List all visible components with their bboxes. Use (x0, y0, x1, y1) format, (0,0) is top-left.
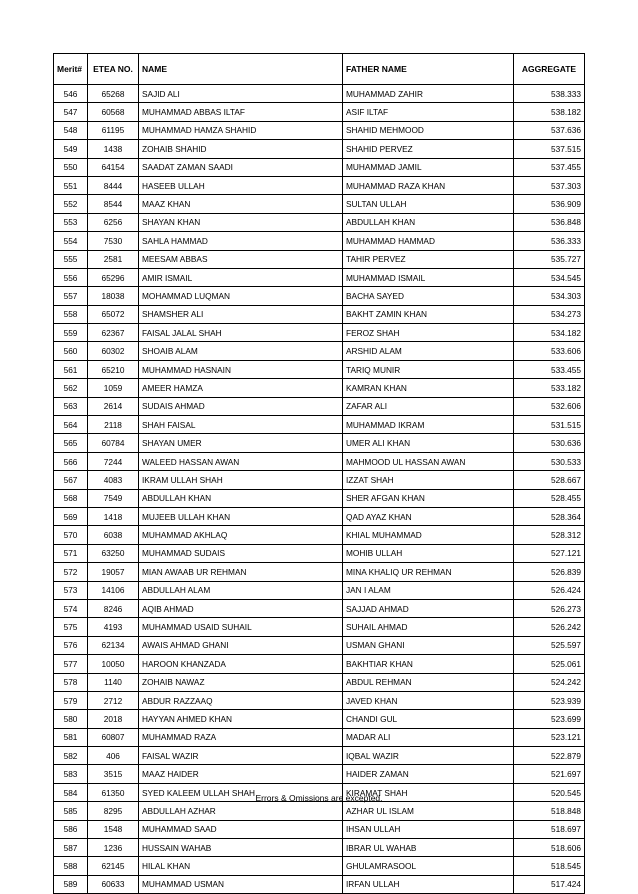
cell-etea-no: 2118 (88, 416, 139, 434)
cell-name: SAJID ALI (139, 85, 343, 103)
cell-aggregate: 521.697 (514, 765, 585, 783)
table-row (54, 802, 585, 820)
cell-name: SHAMSHER ALI (139, 305, 343, 323)
cell-father-name: SHAHID MEHMOOD (343, 121, 514, 139)
cell-aggregate: 536.848 (514, 213, 585, 231)
cell-etea-no: 62367 (88, 324, 139, 342)
cell-merit: 585 (54, 802, 88, 820)
table-row (54, 397, 585, 415)
cell-aggregate: 526.242 (514, 618, 585, 636)
cell-etea-no: 2018 (88, 710, 139, 728)
table-row (54, 85, 585, 103)
table-row (54, 287, 585, 305)
cell-father-name: GHULAMRASOOL (343, 857, 514, 875)
cell-name: MAAZ KHAN (139, 195, 343, 213)
table-row (54, 526, 585, 544)
merit-list-table (53, 53, 585, 894)
cell-merit: 548 (54, 121, 88, 139)
cell-etea-no: 60568 (88, 103, 139, 121)
cell-name: SAHLA HAMMAD (139, 232, 343, 250)
cell-father-name: BAKHTIAR KHAN (343, 655, 514, 673)
cell-father-name: ZAFAR ALI (343, 397, 514, 415)
cell-name: MUHAMMAD HASNAIN (139, 360, 343, 378)
cell-merit: 588 (54, 857, 88, 875)
table-row (54, 599, 585, 617)
cell-etea-no: 8295 (88, 802, 139, 820)
cell-etea-no: 61195 (88, 121, 139, 139)
cell-father-name: FEROZ SHAH (343, 324, 514, 342)
cell-father-name: JAN I ALAM (343, 581, 514, 599)
cell-etea-no: 65210 (88, 360, 139, 378)
cell-aggregate: 518.545 (514, 857, 585, 875)
cell-name: ZOHAIB NAWAZ (139, 673, 343, 691)
cell-aggregate: 536.909 (514, 195, 585, 213)
cell-merit: 557 (54, 287, 88, 305)
cell-aggregate: 534.545 (514, 268, 585, 286)
cell-etea-no: 64154 (88, 158, 139, 176)
cell-name: ABDULLAH ALAM (139, 581, 343, 599)
cell-merit: 566 (54, 452, 88, 470)
cell-aggregate: 526.424 (514, 581, 585, 599)
table-row (54, 544, 585, 562)
cell-aggregate: 526.273 (514, 599, 585, 617)
cell-etea-no: 65072 (88, 305, 139, 323)
table-row (54, 360, 585, 378)
cell-father-name: MOHIB ULLAH (343, 544, 514, 562)
cell-name: SHAYAN UMER (139, 434, 343, 452)
cell-merit: 558 (54, 305, 88, 323)
table-row (54, 305, 585, 323)
header-merit: Merit# (54, 54, 88, 85)
cell-name: MUHAMMAD ABBAS ILTAF (139, 103, 343, 121)
cell-merit: 582 (54, 747, 88, 765)
table-row (54, 728, 585, 746)
table-row (54, 875, 585, 893)
cell-aggregate: 525.597 (514, 636, 585, 654)
cell-merit: 583 (54, 765, 88, 783)
cell-aggregate: 537.636 (514, 121, 585, 139)
cell-name: AWAIS AHMAD GHANI (139, 636, 343, 654)
cell-etea-no: 406 (88, 747, 139, 765)
header-aggregate: AGGREGATE (514, 54, 585, 85)
table-row (54, 581, 585, 599)
cell-aggregate: 538.333 (514, 85, 585, 103)
table-row (54, 765, 585, 783)
cell-father-name: MUHAMMAD JAMIL (343, 158, 514, 176)
cell-name: SHAYAN KHAN (139, 213, 343, 231)
cell-name: SHOAIB ALAM (139, 342, 343, 360)
cell-etea-no: 7530 (88, 232, 139, 250)
table-row (54, 507, 585, 525)
header-father-name: FATHER NAME (343, 54, 514, 85)
cell-name: MUHAMMAD HAMZA SHAHID (139, 121, 343, 139)
cell-aggregate: 523.939 (514, 691, 585, 709)
cell-etea-no: 18038 (88, 287, 139, 305)
cell-etea-no: 60784 (88, 434, 139, 452)
cell-aggregate: 530.636 (514, 434, 585, 452)
cell-merit: 551 (54, 176, 88, 194)
cell-name: HAROON KHANZADA (139, 655, 343, 673)
cell-merit: 586 (54, 820, 88, 838)
cell-father-name: SUHAIL AHMAD (343, 618, 514, 636)
cell-etea-no: 1059 (88, 379, 139, 397)
cell-aggregate: 534.273 (514, 305, 585, 323)
header-name: NAME (139, 54, 343, 85)
cell-aggregate: 533.455 (514, 360, 585, 378)
cell-etea-no: 6256 (88, 213, 139, 231)
cell-merit: 570 (54, 526, 88, 544)
cell-etea-no: 2581 (88, 250, 139, 268)
table-row (54, 176, 585, 194)
cell-name: MUHAMMAD SAAD (139, 820, 343, 838)
cell-aggregate: 527.121 (514, 544, 585, 562)
cell-merit: 574 (54, 599, 88, 617)
cell-merit: 584 (54, 783, 88, 801)
cell-name: MUHAMMAD AKHLAQ (139, 526, 343, 544)
cell-father-name: ABDUL REHMAN (343, 673, 514, 691)
cell-etea-no: 1140 (88, 673, 139, 691)
table-row (54, 636, 585, 654)
cell-aggregate: 518.848 (514, 802, 585, 820)
cell-etea-no: 1236 (88, 839, 139, 857)
cell-aggregate: 537.303 (514, 176, 585, 194)
errors-omissions-note: Errors & Omissions are excepted. (255, 793, 383, 803)
cell-name: FAISAL JALAL SHAH (139, 324, 343, 342)
cell-etea-no: 62145 (88, 857, 139, 875)
cell-name: MAAZ HAIDER (139, 765, 343, 783)
cell-name: AMEER HAMZA (139, 379, 343, 397)
cell-aggregate: 530.533 (514, 452, 585, 470)
table-row (54, 820, 585, 838)
cell-father-name: SAJJAD AHMAD (343, 599, 514, 617)
cell-name: MUHAMMAD USAID SUHAIL (139, 618, 343, 636)
table-row (54, 250, 585, 268)
cell-father-name: IZZAT SHAH (343, 471, 514, 489)
cell-name: MUHAMMAD RAZA (139, 728, 343, 746)
cell-father-name: SULTAN ULLAH (343, 195, 514, 213)
cell-etea-no: 4193 (88, 618, 139, 636)
table-row (54, 268, 585, 286)
table-row (54, 691, 585, 709)
table-row (54, 857, 585, 875)
cell-merit: 561 (54, 360, 88, 378)
cell-father-name: MUHAMMAD RAZA KHAN (343, 176, 514, 194)
cell-father-name: BACHA SAYED (343, 287, 514, 305)
cell-father-name: CHANDI GUL (343, 710, 514, 728)
table-row (54, 324, 585, 342)
cell-merit: 580 (54, 710, 88, 728)
cell-etea-no: 60633 (88, 875, 139, 893)
cell-name: SHAH FAISAL (139, 416, 343, 434)
cell-aggregate: 535.727 (514, 250, 585, 268)
cell-father-name: IBRAR UL WAHAB (343, 839, 514, 857)
cell-father-name: KHIAL MUHAMMAD (343, 526, 514, 544)
cell-merit: 560 (54, 342, 88, 360)
cell-etea-no: 4083 (88, 471, 139, 489)
cell-aggregate: 534.303 (514, 287, 585, 305)
table-row (54, 452, 585, 470)
cell-father-name: MAHMOOD UL HASSAN AWAN (343, 452, 514, 470)
cell-aggregate: 528.667 (514, 471, 585, 489)
table-row (54, 655, 585, 673)
table-row (54, 232, 585, 250)
cell-merit: 556 (54, 268, 88, 286)
cell-name: SAADAT ZAMAN SAADI (139, 158, 343, 176)
table-row (54, 342, 585, 360)
cell-name: FAISAL WAZIR (139, 747, 343, 765)
cell-merit: 589 (54, 875, 88, 893)
cell-merit: 571 (54, 544, 88, 562)
cell-etea-no: 6038 (88, 526, 139, 544)
cell-merit: 575 (54, 618, 88, 636)
cell-aggregate: 517.424 (514, 875, 585, 893)
cell-etea-no: 65296 (88, 268, 139, 286)
cell-father-name: KIRAMAT SHAH (343, 783, 514, 801)
cell-merit: 555 (54, 250, 88, 268)
cell-merit: 569 (54, 507, 88, 525)
cell-merit: 559 (54, 324, 88, 342)
cell-name: HASEEB ULLAH (139, 176, 343, 194)
cell-name: SYED KALEEM ULLAH SHAH (139, 783, 343, 801)
cell-father-name: MUHAMMAD ISMAIL (343, 268, 514, 286)
cell-etea-no: 1438 (88, 140, 139, 158)
cell-merit: 587 (54, 839, 88, 857)
cell-name: SUDAIS AHMAD (139, 397, 343, 415)
cell-father-name: ABDULLAH KHAN (343, 213, 514, 231)
cell-aggregate: 534.182 (514, 324, 585, 342)
cell-merit: 552 (54, 195, 88, 213)
cell-name: AQIB AHMAD (139, 599, 343, 617)
cell-father-name: SHAHID PERVEZ (343, 140, 514, 158)
cell-father-name: AZHAR UL ISLAM (343, 802, 514, 820)
table-row (54, 563, 585, 581)
table-row (54, 379, 585, 397)
cell-merit: 549 (54, 140, 88, 158)
cell-name: HAYYAN AHMED KHAN (139, 710, 343, 728)
cell-aggregate: 536.333 (514, 232, 585, 250)
table-row (54, 673, 585, 691)
table-row (54, 839, 585, 857)
cell-aggregate: 528.312 (514, 526, 585, 544)
table-row (54, 158, 585, 176)
table-row (54, 471, 585, 489)
cell-name: ABDUR RAZZAAQ (139, 691, 343, 709)
cell-name: MEESAM ABBAS (139, 250, 343, 268)
cell-aggregate: 518.606 (514, 839, 585, 857)
cell-father-name: MINA KHALIQ UR REHMAN (343, 563, 514, 581)
cell-etea-no: 62134 (88, 636, 139, 654)
cell-name: MIAN AWAAB UR REHMAN (139, 563, 343, 581)
table-row (54, 416, 585, 434)
cell-merit: 567 (54, 471, 88, 489)
cell-father-name: TARIQ MUNIR (343, 360, 514, 378)
table-row (54, 710, 585, 728)
cell-father-name: IRFAN ULLAH (343, 875, 514, 893)
cell-father-name: QAD AYAZ KHAN (343, 507, 514, 525)
table-row (54, 489, 585, 507)
cell-name: MUHAMMAD SUDAIS (139, 544, 343, 562)
cell-etea-no: 3515 (88, 765, 139, 783)
cell-aggregate: 523.121 (514, 728, 585, 746)
cell-etea-no: 8544 (88, 195, 139, 213)
cell-etea-no: 61350 (88, 783, 139, 801)
cell-merit: 576 (54, 636, 88, 654)
cell-name: HILAL KHAN (139, 857, 343, 875)
cell-merit: 573 (54, 581, 88, 599)
cell-father-name: UMER ALI KHAN (343, 434, 514, 452)
table-row (54, 434, 585, 452)
cell-etea-no: 1418 (88, 507, 139, 525)
cell-merit: 562 (54, 379, 88, 397)
cell-etea-no: 8246 (88, 599, 139, 617)
cell-aggregate: 525.061 (514, 655, 585, 673)
cell-aggregate: 533.606 (514, 342, 585, 360)
cell-etea-no: 60302 (88, 342, 139, 360)
cell-aggregate: 532.606 (514, 397, 585, 415)
cell-merit: 554 (54, 232, 88, 250)
cell-merit: 568 (54, 489, 88, 507)
cell-etea-no: 63250 (88, 544, 139, 562)
cell-merit: 546 (54, 85, 88, 103)
cell-etea-no: 2614 (88, 397, 139, 415)
cell-name: IKRAM ULLAH SHAH (139, 471, 343, 489)
cell-merit: 572 (54, 563, 88, 581)
table-row (54, 121, 585, 139)
cell-merit: 579 (54, 691, 88, 709)
cell-aggregate: 537.515 (514, 140, 585, 158)
cell-aggregate: 526.839 (514, 563, 585, 581)
table-row (54, 103, 585, 121)
cell-aggregate: 524.242 (514, 673, 585, 691)
cell-father-name: MUHAMMAD IKRAM (343, 416, 514, 434)
cell-merit: 565 (54, 434, 88, 452)
cell-father-name: HAIDER ZAMAN (343, 765, 514, 783)
cell-merit: 581 (54, 728, 88, 746)
cell-aggregate: 538.182 (514, 103, 585, 121)
cell-etea-no: 65268 (88, 85, 139, 103)
cell-name: WALEED HASSAN AWAN (139, 452, 343, 470)
cell-name: ZOHAIB SHAHID (139, 140, 343, 158)
cell-merit: 550 (54, 158, 88, 176)
cell-father-name: ASIF ILTAF (343, 103, 514, 121)
cell-merit: 564 (54, 416, 88, 434)
cell-etea-no: 10050 (88, 655, 139, 673)
cell-name: MUHAMMAD USMAN (139, 875, 343, 893)
cell-aggregate: 531.515 (514, 416, 585, 434)
cell-father-name: ARSHID ALAM (343, 342, 514, 360)
cell-etea-no: 14106 (88, 581, 139, 599)
table-row (54, 747, 585, 765)
table-row (54, 195, 585, 213)
table-row (54, 213, 585, 231)
cell-etea-no: 7244 (88, 452, 139, 470)
cell-father-name: BAKHT ZAMIN KHAN (343, 305, 514, 323)
cell-father-name: MADAR ALI (343, 728, 514, 746)
table-row (54, 140, 585, 158)
table-header-row (54, 54, 585, 85)
cell-father-name: SHER AFGAN KHAN (343, 489, 514, 507)
cell-etea-no: 19057 (88, 563, 139, 581)
cell-etea-no: 1548 (88, 820, 139, 838)
cell-father-name: JAVED KHAN (343, 691, 514, 709)
cell-father-name: KAMRAN KHAN (343, 379, 514, 397)
cell-father-name: IHSAN ULLAH (343, 820, 514, 838)
cell-name: ABDULLAH KHAN (139, 489, 343, 507)
cell-etea-no: 60807 (88, 728, 139, 746)
cell-aggregate: 528.364 (514, 507, 585, 525)
cell-father-name: IQBAL WAZIR (343, 747, 514, 765)
cell-father-name: MUHAMMAD HAMMAD (343, 232, 514, 250)
cell-aggregate: 522.879 (514, 747, 585, 765)
cell-merit: 547 (54, 103, 88, 121)
cell-name: MOHAMMAD LUQMAN (139, 287, 343, 305)
cell-aggregate: 523.699 (514, 710, 585, 728)
cell-father-name: USMAN GHANI (343, 636, 514, 654)
cell-father-name: TAHIR PERVEZ (343, 250, 514, 268)
table-row (54, 618, 585, 636)
cell-father-name: MUHAMMAD ZAHIR (343, 85, 514, 103)
cell-name: HUSSAIN WAHAB (139, 839, 343, 857)
cell-merit: 553 (54, 213, 88, 231)
cell-etea-no: 7549 (88, 489, 139, 507)
cell-merit: 578 (54, 673, 88, 691)
header-etea-no: ETEA NO. (88, 54, 139, 85)
cell-aggregate: 520.545 (514, 783, 585, 801)
cell-aggregate: 518.697 (514, 820, 585, 838)
cell-merit: 577 (54, 655, 88, 673)
cell-aggregate: 528.455 (514, 489, 585, 507)
cell-name: ABDULLAH AZHAR (139, 802, 343, 820)
cell-aggregate: 533.182 (514, 379, 585, 397)
cell-name: AMIR ISMAIL (139, 268, 343, 286)
cell-etea-no: 2712 (88, 691, 139, 709)
cell-name: MUJEEB ULLAH KHAN (139, 507, 343, 525)
cell-aggregate: 537.455 (514, 158, 585, 176)
cell-etea-no: 8444 (88, 176, 139, 194)
table-body (54, 85, 585, 894)
cell-merit: 563 (54, 397, 88, 415)
